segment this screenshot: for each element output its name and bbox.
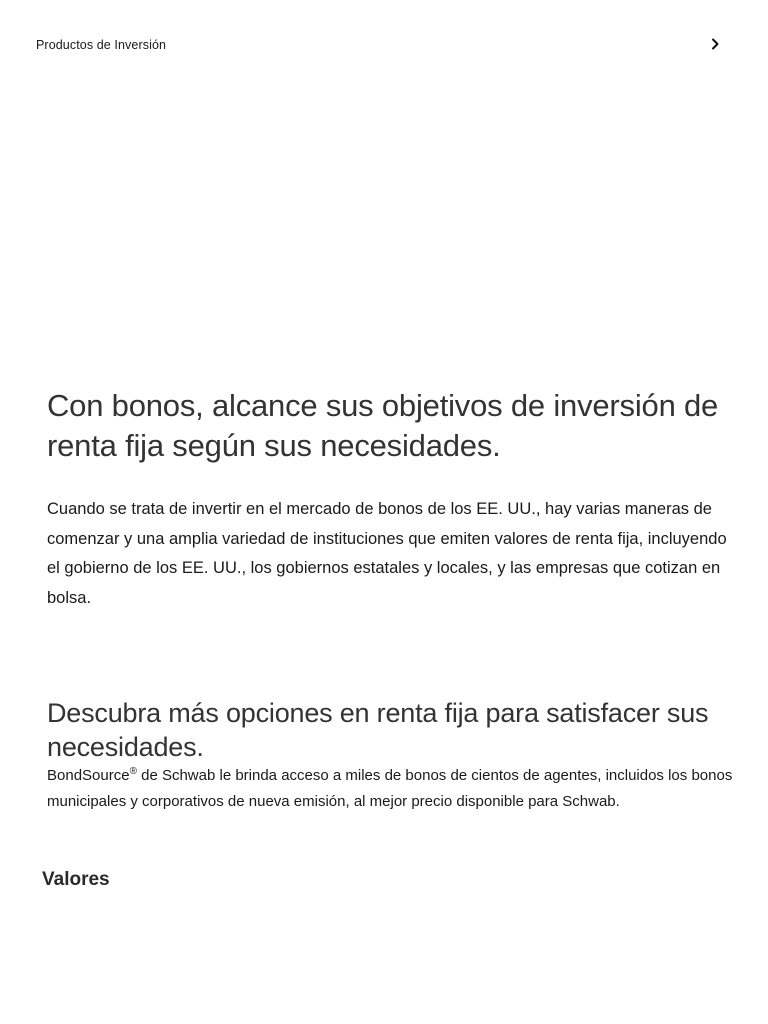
chevron-right-icon[interactable] [706, 35, 724, 53]
valores-heading: Valores [42, 869, 110, 890]
top-navigation [0, 0, 768, 92]
hero-heading: Con bonos, alcance sus objetivos de inversión de renta fija según sus necesidades. [47, 388, 719, 463]
bondsource-paragraph [47, 763, 737, 815]
registered-mark: ® [129, 766, 137, 777]
bondsource-description: de Schwab le brinda acceso a miles de bonos de cientos de agentes, incluidos los bonos municipales y corporativos de nueva emisión, al mejor precio disponible para Schwab. [47, 767, 733, 810]
breadcrumb-productos-de-inversion[interactable]: Productos de Inversión [36, 38, 167, 52]
options-heading: Descubra más opciones en renta fija para satisfacer sus necesidades. [47, 698, 709, 762]
bondsource-brand: BondSource [47, 767, 130, 784]
intro-paragraph: Cuando se trata de invertir en el mercado de bonos de los EE. UU., hay varias maneras de comenzar y una amplia variedad de instituciones que emiten valores de renta fija, incluyendo el gobierno de los EE. UU., los gobiernos estatales y locales, y las empresas que cotizan en bolsa. [47, 500, 727, 607]
